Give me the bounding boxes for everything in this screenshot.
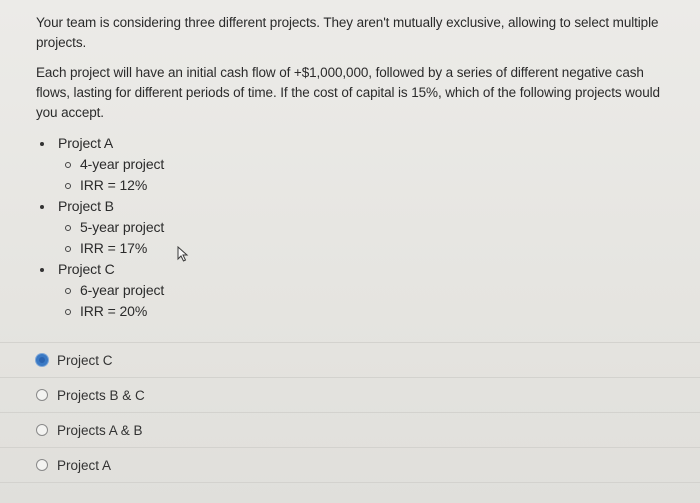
project-details	[58, 217, 676, 259]
radio-selected-icon[interactable]	[36, 354, 48, 366]
question-intro: Your team is considering three different projects. They aren't mutually exclusive, allowing to select multiple projects.	[36, 15, 659, 50]
project-details	[58, 154, 676, 196]
option-projects-a-b[interactable]	[0, 413, 700, 448]
option-label: Project C	[57, 352, 113, 368]
option-project-a[interactable]	[0, 448, 700, 483]
answer-options	[0, 342, 700, 483]
project-detail: 6-year project	[58, 280, 676, 301]
option-label: Project A	[57, 457, 112, 473]
project-detail: 4-year project	[58, 154, 676, 175]
project-name: Project A	[58, 135, 114, 151]
option-label: Projects A & B	[57, 422, 143, 438]
project-details	[58, 280, 676, 322]
project-name: Project C	[58, 261, 115, 277]
project-detail: IRR = 20%	[58, 301, 676, 322]
project-detail: 5-year project	[58, 217, 676, 238]
question-block	[36, 13, 676, 322]
option-projects-b-c[interactable]	[0, 378, 700, 413]
project-list	[36, 133, 676, 322]
radio-icon[interactable]	[36, 389, 48, 401]
question-prompt: Each project will have an initial cash flow of +$1,000,000, followed by a series of different negative cash flows, lasting for different periods of time. If the cost of capital is 15%, which of the following projects would you accept.	[36, 65, 660, 120]
option-project-c[interactable]	[0, 342, 700, 378]
project-name: Project B	[58, 198, 114, 214]
project-item	[36, 133, 676, 196]
radio-icon[interactable]	[36, 459, 48, 471]
project-detail: IRR = 17%	[58, 238, 676, 259]
mouse-pointer-icon	[176, 246, 190, 262]
project-detail: IRR = 12%	[58, 175, 676, 196]
project-item	[36, 196, 676, 259]
radio-icon[interactable]	[36, 424, 48, 436]
project-item	[36, 259, 676, 322]
option-label: Projects B & C	[57, 387, 145, 403]
